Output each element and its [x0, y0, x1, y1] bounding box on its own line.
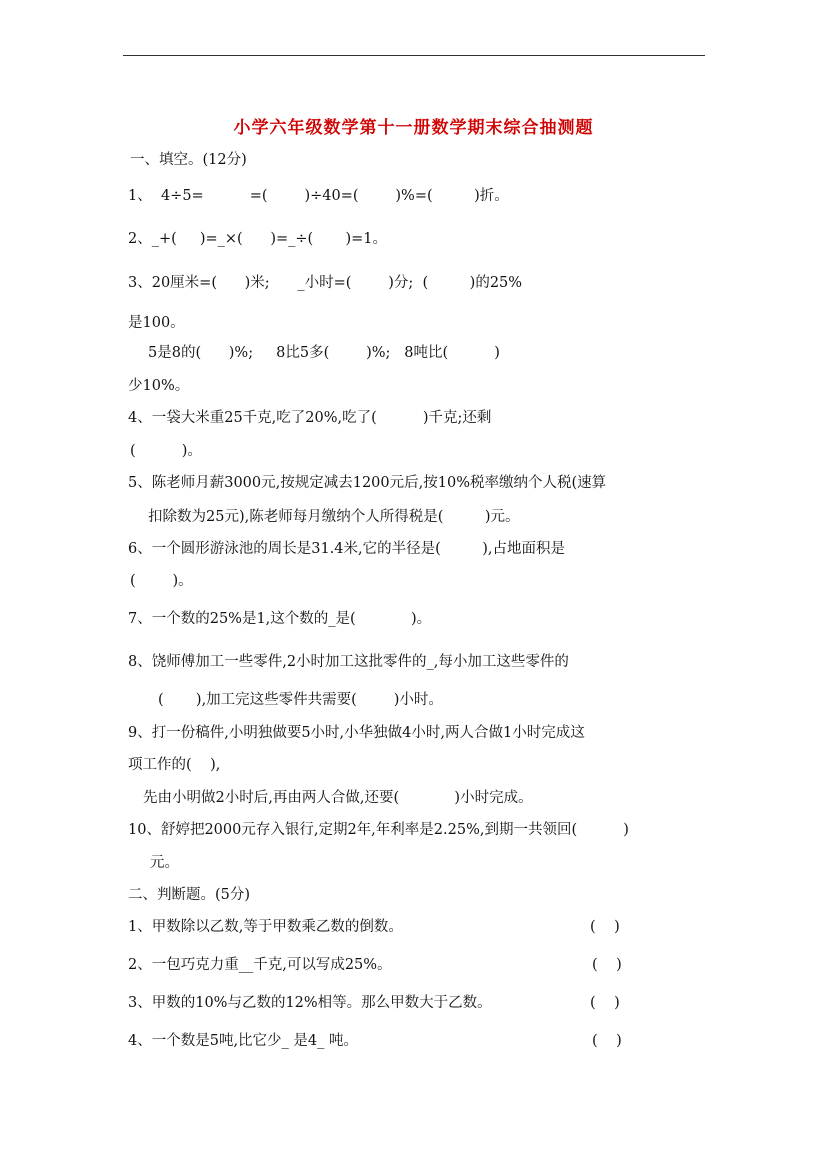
question-line: 先由小明做2小时后,再由两人合做,还要( )小时完成。	[143, 790, 533, 806]
question-line: 项工作的( ),	[128, 757, 221, 773]
section-heading-fill: 一、填空。(12分)	[130, 152, 247, 168]
answer-box: ( )	[590, 995, 620, 1011]
question-line: 4、一袋大米重25千克,吃了20%,吃了( )千克;还剩	[128, 410, 492, 426]
question-line: 10、舒婷把2000元存入银行,定期2年,年利率是2.25%,到期一共领回( )	[128, 822, 629, 838]
judge-line: 3、甲数的10%与乙数的12%相等。那么甲数大于乙数。	[128, 995, 492, 1011]
answer-box: ( )	[590, 919, 620, 935]
question-line: 3、20厘米=( )米; _小时=( )分; ( )的25%	[128, 275, 523, 291]
question-line: ( )。	[130, 443, 202, 459]
question-line: ( ),加工完这些零件共需要( )小时。	[158, 692, 443, 708]
judge-line: 1、甲数除以乙数,等于甲数乘乙数的倒数。	[128, 919, 403, 935]
answer-box: ( )	[592, 957, 622, 973]
judge-line: 2、一包巧克力重__千克,可以写成25%。	[128, 957, 392, 973]
question-line: 扣除数为25元),陈老师每月缴纳个人所得税是( )元。	[148, 509, 520, 525]
answer-box: ( )	[592, 1033, 622, 1049]
section-heading-judge: 二、判断题。(5分)	[128, 887, 251, 903]
question-line: 元。	[150, 855, 179, 871]
question-line: 5、陈老师月薪3000元,按规定减去1200元后,按10%税率缴纳个人税(速算	[128, 475, 607, 491]
question-line: 少10%。	[128, 378, 190, 394]
question-line: 2、_+( )=_×( )=_÷( )=1。	[128, 231, 388, 247]
question-line: 6、一个圆形游泳池的周长是31.4米,它的半径是( ),占地面积是	[128, 541, 566, 557]
question-line: 1、 4÷5= =( )÷40=( )%=( )折。	[128, 188, 509, 204]
page-title: 小学六年级数学第十一册数学期末综合抽测题	[233, 118, 594, 138]
question-line: 7、一个数的25%是1,这个数的_是( )。	[128, 611, 432, 627]
question-line: 是100。	[128, 315, 185, 331]
header-rule	[123, 55, 705, 56]
judge-line: 4、一个数是5吨,比它少_ 是4_ 吨。	[128, 1033, 359, 1049]
question-line: 5是8的( )%; 8比5多( )%; 8吨比( )	[148, 345, 500, 361]
question-line: ( )。	[130, 573, 193, 589]
question-line: 8、饶师傅加工一些零件,2小时加工这批零件的_,每小加工这些零件的	[128, 654, 569, 670]
question-line: 9、打一份稿件,小明独做要5小时,小华独做4小时,两人合做1小时完成这	[128, 725, 585, 741]
